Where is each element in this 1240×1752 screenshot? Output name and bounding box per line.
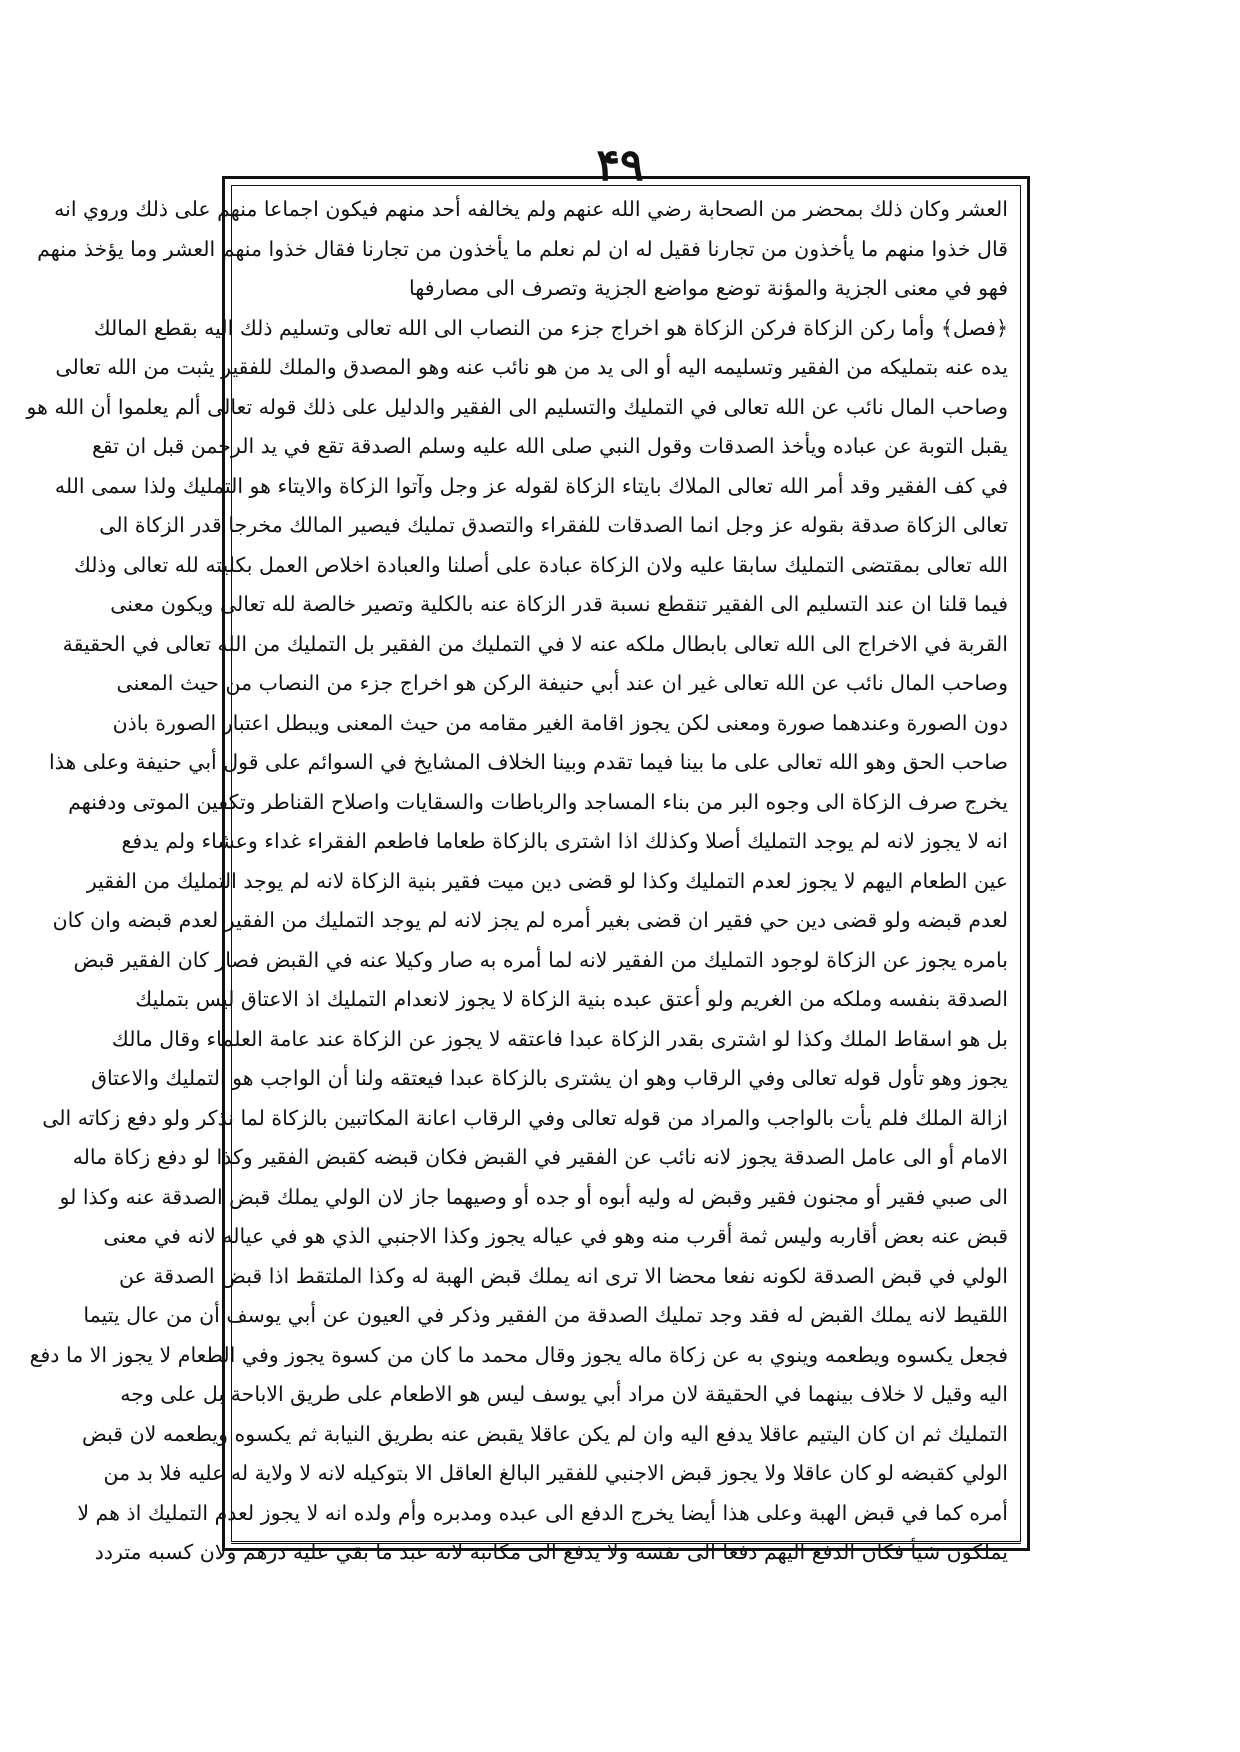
text-line: التمليك ثم ان كان اليتيم عاقلا يدفع اليه وان لم يكن عاقلا يقبض عنه بطريق النيابة ثم يكسوه ويطعمه لان قبض <box>81 1421 1008 1446</box>
text-frame <box>26 185 1021 1564</box>
text-line: بل هو اسقاط الملك وكذا لو اشترى بقدر الزكاة عبدا فاعتقه لا يجوز عن الزكاة عند عامة العلماء وقال مالك <box>111 1026 1008 1051</box>
text-line: فيما قلنا ان عند التسليم الى الفقير تنقطع نسبة قدر الزكاة عنه بالكلية وتصير خالصة لله تعالى ويكون معنى <box>110 592 1008 616</box>
text-line: قبض عنه بعض أقاربه وليس ثمة أقرب منه وهو في عياله يجوز وكذا الاجنبي الذي هو في عياله لانه في معنى <box>103 1224 1008 1248</box>
text-line: ﴿فصل﴾ وأما ركن الزكاة فركن الزكاة هو اخراج جزء من النصاب الى الله تعالى وتسليم ذلك اليه بقطع المالك <box>93 315 1008 340</box>
text-line: في كف الفقير وقد أمر الله تعالى الملاك بايتاء الزكاة لقوله عز وجل وآتوا الزكاة والايتاء هو التمليك ولذا سمى الله <box>54 473 1008 498</box>
text-line: دون الصورة وعندهما صورة ومعنى لكن يجوز اقامة الغير مقامه من حيث المعنى ويبطل اعتبار الصورة باذن <box>112 710 1008 735</box>
text-line: الصدقة بنفسه وملكه من الغريم ولو أعتق عبده بنية الزكاة لا يجوز لانعدام التمليك اذ الاعتاق ليس بتمليك <box>135 987 1008 1011</box>
text-line: وصاحب المال نائب عن الله تعالى غير ان عند أبي حنيفة الركن هو اخراج جزء من النصاب من حيث المعنى <box>116 671 1008 695</box>
text-line: انه لا يجوز لانه لم يوجد التمليك أصلا وكذلك اذا اشترى بالزكاة طعاما فاطعم الفقراء غداء وعشاء ولم يدفع <box>121 829 1008 853</box>
text-line: تعالى الزكاة صدقة بقوله عز وجل انما الصدقات للفقراء والتصدق تمليك فيصير المالك مخرجا قدر الزكاة الى <box>99 513 1008 537</box>
text-line: اللقيط لانه يملك القبض له فقد وجد تمليك الصدقة من الفقير وذكر في العيون عن أبي يوسف أن من عال يتيما <box>83 1303 1008 1327</box>
text-line: يملكون شيأ فكان الدفع اليهم دفعا الى نفسه ولا يدفع الى مكاتبه لانه عبد ما بقي عليه درهم ولان كسبه متردد <box>94 1540 1008 1564</box>
text-line: عين الطعام اليهم لا يجوز لعدم التمليك وكذا لو قضى دين ميت فقير بنية الزكاة لانه لم يوجد التمليك من الفقير <box>86 868 1008 893</box>
frame-bottom-rule <box>231 1541 1021 1550</box>
text-line: الولي في قبض الصدقة لكونه نفعا محضا الا ترى انه يملك قبض الهبة له وكذا الملتقط اذا قبض الصدقة عن <box>118 1263 1008 1288</box>
text-line: الامام أو الى عامل الصدقة يجوز لانه نائب عن الفقير في القبض فكان قبضه كقبض الفقير وكذا لو دفع زكاة ماله <box>72 1145 1008 1169</box>
text-line: ازالة الملك فلم يأت بالواجب والمراد من قوله تعالى وفي الرقاب اعانة المكاتبين بالزكاة لما نذكر ولو دفع زكاته الى <box>42 1105 1008 1130</box>
text-line: فجعل يكسوه ويطعمه وينوي به عن زكاة ماله يجوز وقال محمد ما كان من كسوة يجوز وفي الطعام لا يجوز الا ما دفع <box>29 1342 1008 1367</box>
text-line: وصاحب المال نائب عن الله تعالى في التمليك والتسليم الى الفقير والدليل على ذلك قوله تعالى ألم يعلموا أن الله هو <box>26 394 1008 419</box>
text-line: الى صبي فقير أو مجنون فقير وقبض له وليه أبوه أو جده أو وصيهما جاز لان الولي يملك قبض الصدقة عنه وكذا لو <box>59 1184 1008 1209</box>
text-line: يده عنه بتمليكه من الفقير وتسليمه اليه أو الى يد من هو نائب عنه وهو المصدق والملك للفقير يثبت من الله تعالى <box>55 355 1008 379</box>
text-line: أمره كما في قبض الهبة وعلى هذا أيضا يخرج الدفع الى عبده ومدبره وأم ولده انه لا يجوز لعدم التمليك اذ هم لا <box>77 1500 1008 1525</box>
text-line: العشر وكان ذلك بمحضر من الصحابة رضي الله عنهم ولم يخالفه أحد منهم فيكون اجماعا منهم على ذلك وروي انه <box>54 197 1008 221</box>
text-line: فهو في معنى الجزية والمؤنة توضع مواضع الجزية وتصرف الى مصارفها <box>409 276 1008 300</box>
text-line: الله تعالى بمقتضى التمليك سابقا عليه ولان الزكاة عبادة على أصلنا والعبادة اخلاص العمل بكليته لله تعالى وذلك <box>74 552 1008 577</box>
text-line: قال خذوا منهم ما يأخذون من تجارنا فقيل له ان لم نعلم ما يأخذون من تجارنا فقال خذوا منهم العشر وما يؤخذ منهم <box>37 236 1008 261</box>
body-text <box>26 190 1008 1573</box>
text-line: اليه وقيل لا خلاف بينهما في الحقيقة لان مراد أبي يوسف ليس هو الاطعام على طريق الاباحة بل على وجه <box>120 1382 1008 1406</box>
text-line: يجوز وهو تأول قوله تعالى وفي الرقاب وهو ان يشترى بالزكاة عبدا فيعتقه ولنا أن الواجب هو التمليك والاعتاق <box>91 1066 1008 1090</box>
text-line: القربة في الاخراج الى الله تعالى بابطال ملكه عنه لا في التمليك من الفقير بل التمليك من الله تعالى في الحقيقة <box>62 631 1008 656</box>
text-line: يقبل التوبة عن عباده ويأخذ الصدقات وقول النبي صلى الله عليه وسلم الصدقة تقع في يد الرحمن قبل ان تقع <box>91 434 1008 458</box>
text-line: الولي كقبضه لو كان عاقلا ولا يجوز قبض الاجنبي للفقير البالغ العاقل الا بتوكيله لانه لا ولاية له عليه فلا بد من <box>103 1461 1008 1485</box>
text-line: بامره يجوز عن الزكاة لوجود التمليك من الفقير لانه لما أمره به صار وكيلا عنه في القبض فصار كان الفقير قبض <box>73 947 1008 972</box>
page-frame <box>26 176 1030 1564</box>
text-line: لعدم قبضه ولو قضى دين حي فقير ان قضى بغير أمره لم يجز لانه لم يوجد التمليك من الفقير لعدم قبضه وان كان <box>52 908 1008 932</box>
text-line: يخرج صرف الزكاة الى وجوه البر من بناء المساجد والرباطات والسقايات واصلاح القناطر وتكفين الموتى ودفنهم <box>68 789 1008 814</box>
text-line: صاحب الحق وهو الله تعالى على ما بينا فيما تقدم وبينا الخلاف المشايخ في السوائم على قول أبي حنيفة وعلى هذا <box>49 750 1008 774</box>
page-number: ۴۹ <box>596 140 644 191</box>
